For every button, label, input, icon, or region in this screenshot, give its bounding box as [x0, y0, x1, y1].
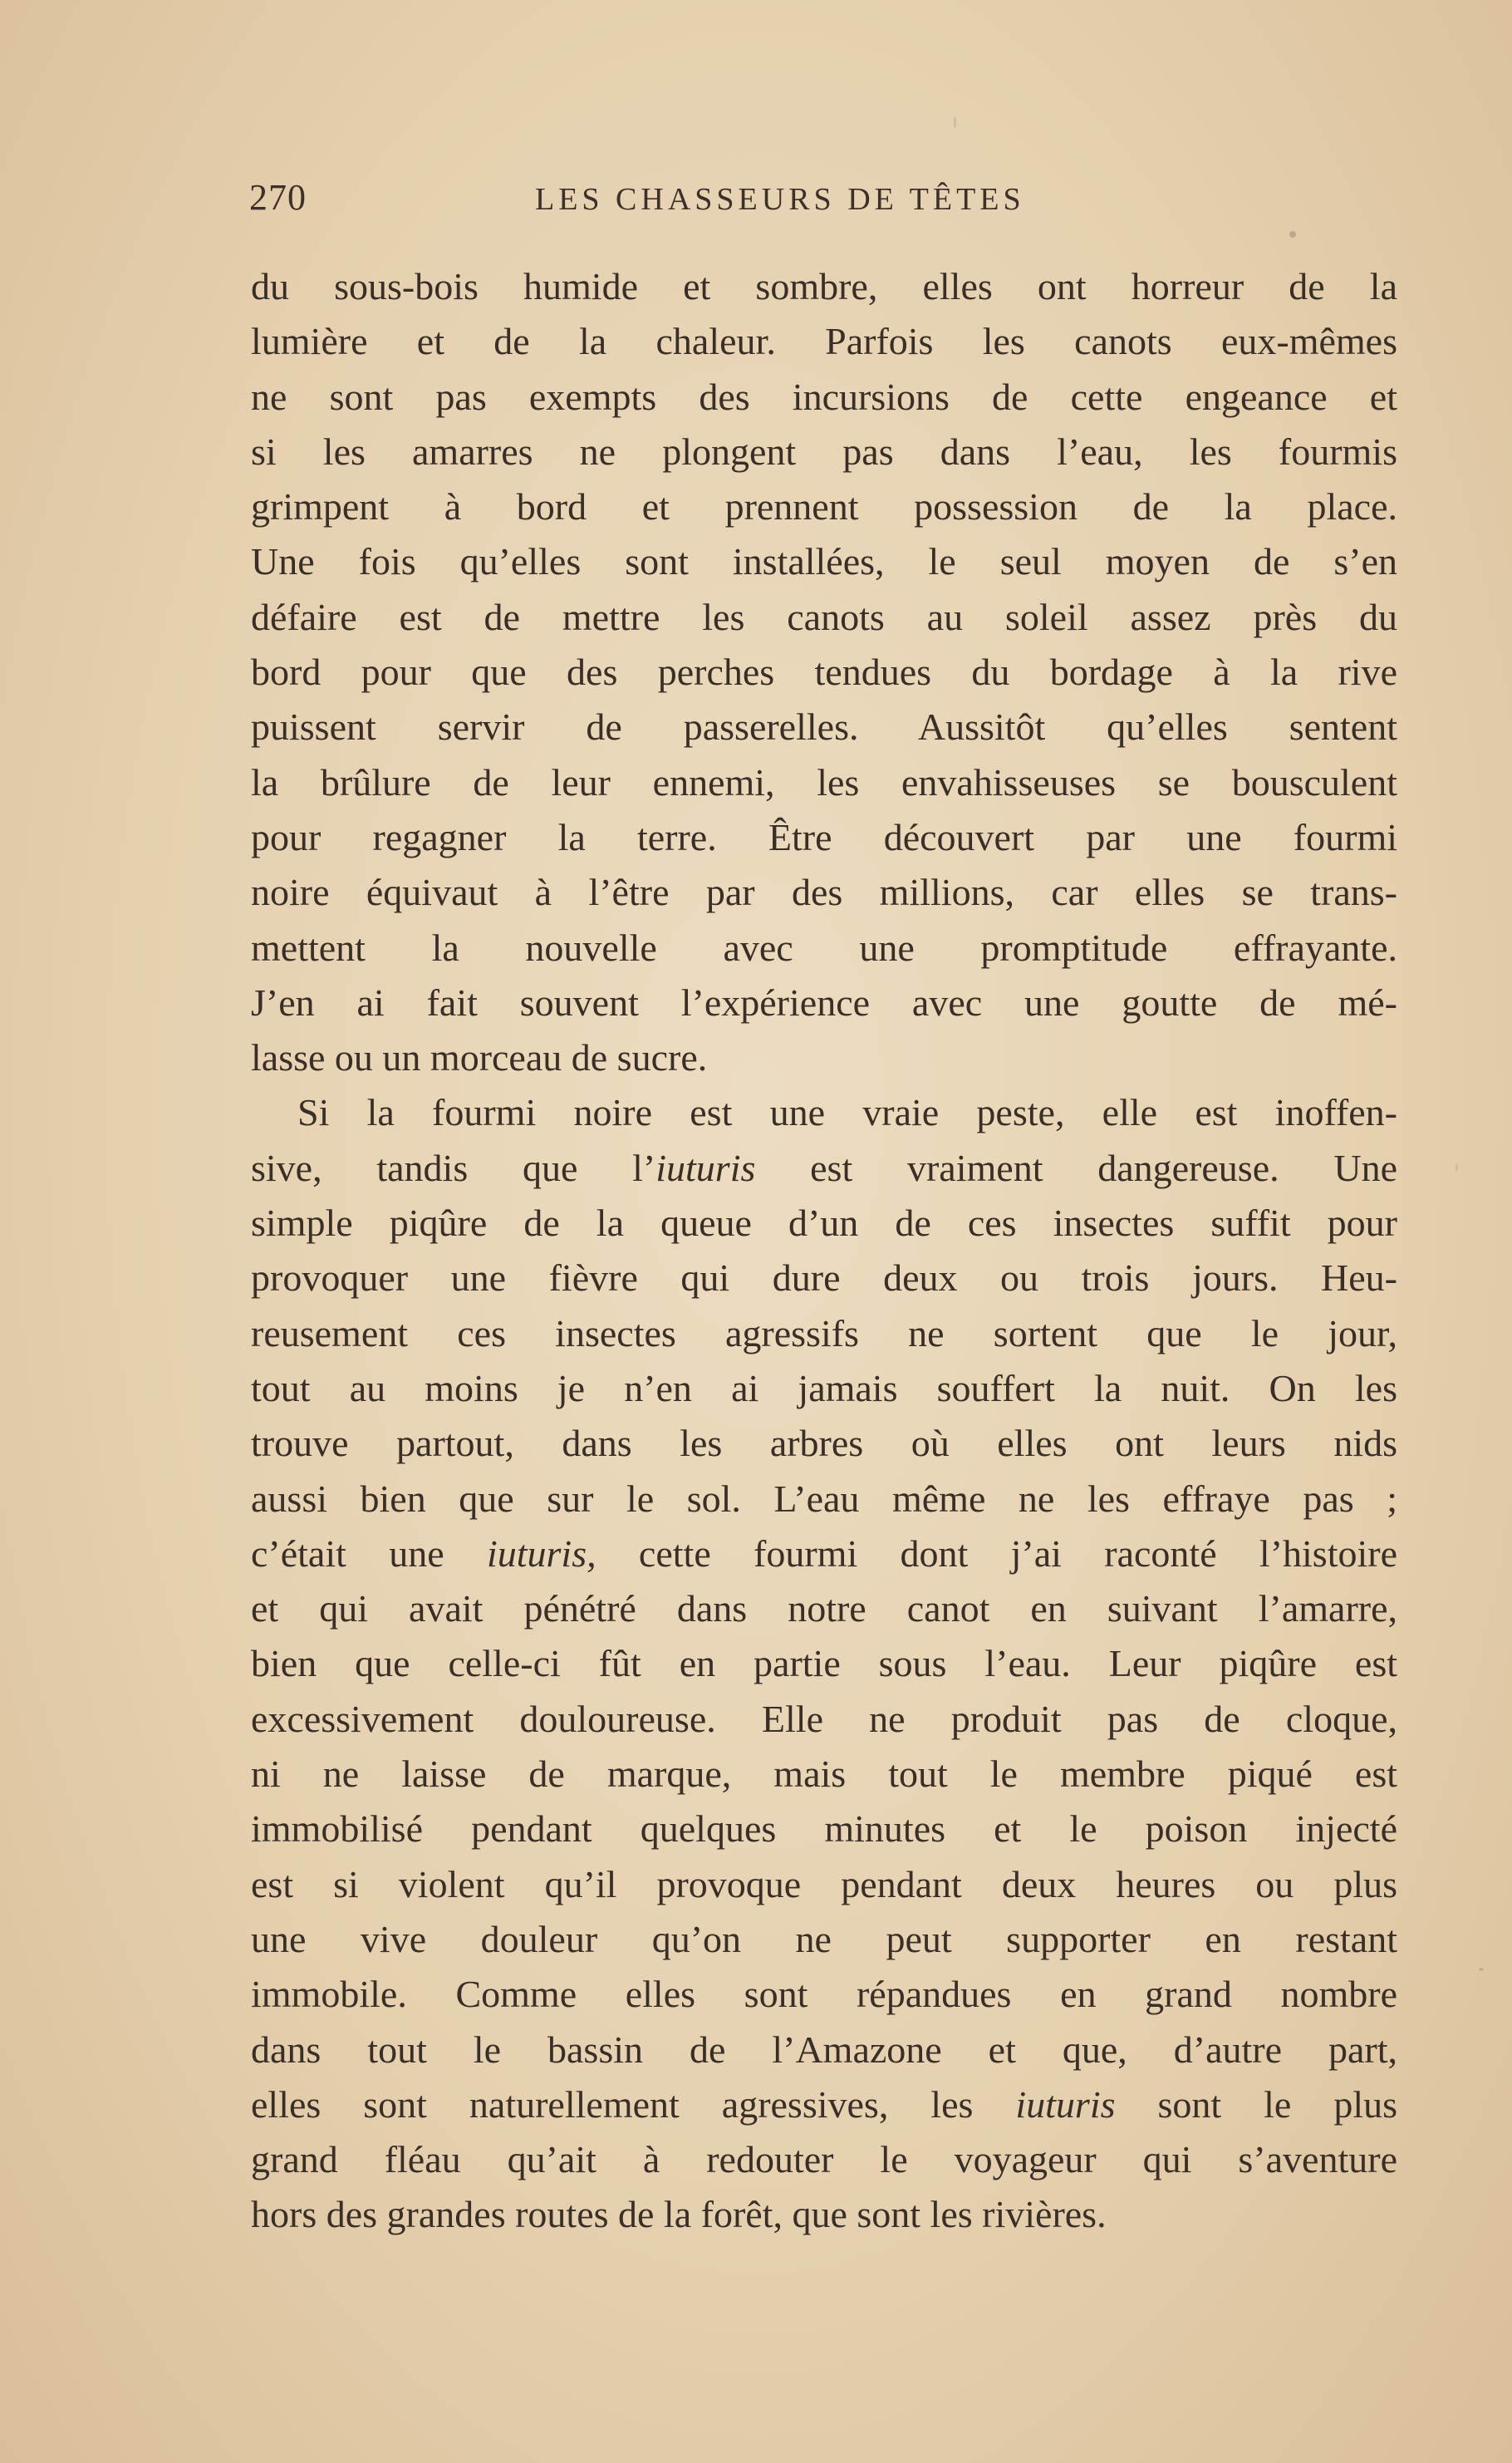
- text-line: aussi bien que sur le sol. L’eau même ne les effraye pas ;: [251, 1477, 1397, 1520]
- text-line: [251, 1526, 1397, 1581]
- text-line: grand fléau qu’ait à redouter le voyageur qui s’aventure: [251, 2138, 1397, 2181]
- text-line: Si la fourmi noire est une vraie peste, elle est inoffen-: [297, 1091, 1397, 1134]
- text-line: provoquer une fièvre qui dure deux ou trois jours. Heu-: [251, 1256, 1397, 1300]
- text-line: noire équivaut à l’être par des millions, car elles se trans-: [251, 871, 1397, 914]
- page-header: [249, 176, 1396, 226]
- text-line: [251, 2077, 1397, 2132]
- text-line: est si violent qu’il provoque pendant deux heures ou plus: [251, 1862, 1397, 1905]
- text-line: lasse ou un morceau de sucre.: [251, 1036, 708, 1079]
- text-line: immobilisé pendant quelques minutes et le poison injecté: [251, 1807, 1397, 1851]
- paper-speck: [1479, 1968, 1484, 1971]
- text-line: si les amarres ne plongent pas dans l’eau, les fourmis: [251, 430, 1397, 473]
- page-number: 270: [249, 177, 307, 218]
- text-segment: cette fourmi dont j’ai raconté l’histoire: [596, 1531, 1397, 1575]
- text-segment: sont le plus: [1115, 2082, 1397, 2126]
- text-line: Une fois qu’elles sont installées, le seul moyen de s’en: [251, 540, 1397, 583]
- text-segment: elles sont naturellement agressives, les: [251, 2082, 1016, 2126]
- text-line: du sous-bois humide et sombre, elles ont horreur de la: [251, 265, 1397, 307]
- italic-term: iuturis,: [486, 1531, 596, 1575]
- text-line: mettent la nouvelle avec une promptitude effrayante.: [251, 926, 1397, 969]
- text-line: [251, 1141, 1397, 1196]
- text-segment: sive, tandis que l’: [251, 1146, 656, 1189]
- text-line: tout au moins je n’en ai jamais souffert la nuit. On les: [251, 1366, 1397, 1409]
- text-line: ne sont pas exempts des incursions de cette engeance et: [251, 375, 1397, 418]
- text-line: simple piqûre de la queue d’un de ces insectes suffit pour: [251, 1202, 1397, 1245]
- text-line: la brûlure de leur ennemi, les envahisseuses se bousculent: [251, 760, 1397, 804]
- text-line: bord pour que des perches tendues du bordage à la rive: [251, 651, 1397, 694]
- text-segment: c’était une: [251, 1531, 487, 1575]
- text-line: une vive douleur qu’on ne peut supporter en restant: [251, 1917, 1397, 1960]
- text-line: défaire est de mettre les canots au soleil assez près du: [251, 595, 1397, 638]
- text-line: bien que celle-ci fût en partie sous l’eau. Leur piqûre est: [251, 1642, 1397, 1685]
- text-segment: est vraiment dangereuse. Une: [755, 1146, 1397, 1189]
- text-line: reusement ces insectes agressifs ne sortent que le jour,: [251, 1311, 1397, 1354]
- paper-speck: [1456, 1163, 1458, 1172]
- text-line: ni ne laisse de marque, mais tout le membre piqué est: [251, 1753, 1397, 1796]
- text-line: hors des grandes routes de la forêt, que sont les rivières.: [251, 2193, 1107, 2236]
- italic-term: iuturis: [1015, 2082, 1116, 2126]
- italic-term: iuturis: [655, 1146, 756, 1189]
- text-line: dans tout le bassin de l’Amazone et que, d’autre part,: [251, 2028, 1397, 2071]
- text-line: excessivement douloureuse. Elle ne produit pas de cloque,: [251, 1697, 1397, 1740]
- text-line: J’en ai fait souvent l’expérience avec une goutte de mé-: [251, 981, 1397, 1024]
- text-line: et qui avait pénétré dans notre canot en suivant l’amarre,: [251, 1587, 1397, 1630]
- paper-speck: [954, 116, 956, 128]
- text-line: pour regagner la terre. Être découvert par une fourmi: [251, 815, 1397, 858]
- body-text: [251, 259, 1397, 2243]
- paper-speck: [1289, 231, 1296, 238]
- text-line: trouve partout, dans les arbres où elles ont leurs nids: [251, 1422, 1397, 1465]
- text-line: lumière et de la chaleur. Parfois les canots eux-mêmes: [251, 320, 1397, 363]
- text-line: puissent servir de passerelles. Aussitôt qu’elles sentent: [251, 705, 1397, 749]
- running-title: LES CHASSEURS DE TÊTES: [535, 182, 1025, 217]
- text-line: immobile. Comme elles sont répandues en grand nombre: [251, 1973, 1397, 2016]
- text-line: grimpent à bord et prennent possession de la place.: [251, 485, 1397, 528]
